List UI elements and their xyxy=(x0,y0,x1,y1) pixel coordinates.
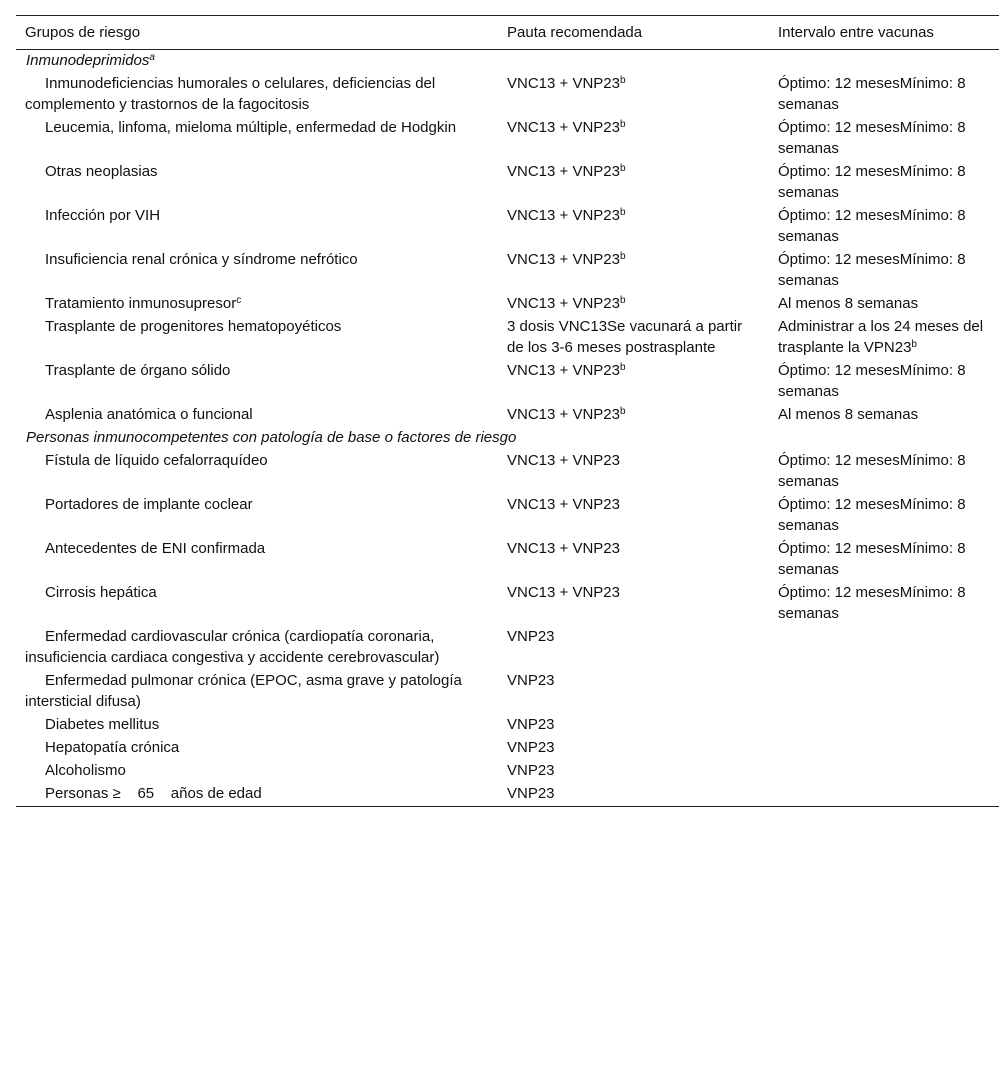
cell-risk-group-text: Fístula de líquido cefalorraquídeo xyxy=(45,452,268,469)
vaccination-table xyxy=(16,15,999,807)
cell-interval-text: Óptimo: 12 mesesMínimo: 8 semanas xyxy=(778,452,966,490)
cell-schedule-text: VNP23 xyxy=(507,716,555,733)
cell-schedule-text: VNP23 xyxy=(507,739,555,756)
cell-schedule-text: VNC13 + VNP23 xyxy=(507,251,620,268)
cell-schedule xyxy=(498,205,769,249)
table-body xyxy=(16,50,999,807)
table-row xyxy=(16,316,999,360)
cell-interval xyxy=(769,293,999,316)
cell-risk-group-text: Infección por VIH xyxy=(45,207,161,224)
cell-risk-group xyxy=(16,205,498,249)
table-row xyxy=(16,117,999,161)
cell-risk-group-text: Asplenia anatómica o funcional xyxy=(45,406,253,423)
cell-risk-group-text: Otras neoplasias xyxy=(45,163,158,180)
cell-interval-text: Óptimo: 12 mesesMínimo: 8 semanas xyxy=(778,207,966,245)
cell-schedule-text: VNC13 + VNP23 xyxy=(507,295,620,312)
footnote-marker: b xyxy=(619,207,626,218)
section-title-text: Inmunodeprimidos xyxy=(26,52,150,69)
header-vaccine-interval: Intervalo entre vacunas xyxy=(778,24,934,41)
table-row xyxy=(16,582,999,626)
cell-interval xyxy=(769,360,999,404)
cell-interval xyxy=(769,404,999,427)
cell-interval xyxy=(769,249,999,293)
cell-schedule-text: VNC13 + VNP23 xyxy=(507,119,620,136)
table-row xyxy=(16,538,999,582)
cell-schedule-text: VNP23 xyxy=(507,672,555,689)
cell-schedule xyxy=(498,670,769,714)
table-row xyxy=(16,249,999,293)
cell-interval-text: Óptimo: 12 mesesMínimo: 8 semanas xyxy=(778,540,966,578)
cell-schedule xyxy=(498,450,769,494)
cell-interval xyxy=(769,450,999,494)
cell-risk-group xyxy=(16,249,498,293)
footnote-marker: b xyxy=(619,119,626,130)
cell-interval xyxy=(769,161,999,205)
cell-schedule-text: VNP23 xyxy=(507,762,555,779)
cell-risk-group-text: Insuficiencia renal crónica y síndrome nefrótico xyxy=(45,251,358,268)
cell-schedule xyxy=(498,249,769,293)
table-row xyxy=(16,161,999,205)
cell-risk-group-text: Inmunodeficiencias humorales o celulares, deficiencias del complemento y trastornos de la fagocitosis xyxy=(25,75,436,113)
cell-interval xyxy=(769,714,999,737)
cell-schedule xyxy=(498,737,769,760)
cell-interval xyxy=(769,494,999,538)
cell-risk-group-text: Personas ≥ 65 años de edad xyxy=(45,785,262,802)
table-header xyxy=(16,16,999,50)
cell-risk-group-text: Hepatopatía crónica xyxy=(45,739,180,756)
cell-risk-group xyxy=(16,783,498,807)
cell-risk-group xyxy=(16,316,498,360)
table-row xyxy=(16,783,999,807)
table-row xyxy=(16,760,999,783)
cell-risk-group xyxy=(16,73,498,117)
cell-risk-group-text: Cirrosis hepática xyxy=(45,584,157,601)
cell-risk-group xyxy=(16,161,498,205)
cell-schedule-text: VNC13 + VNP23 xyxy=(507,584,620,601)
cell-schedule xyxy=(498,161,769,205)
footnote-marker: b xyxy=(619,251,626,262)
cell-schedule xyxy=(498,360,769,404)
footnote-marker: a xyxy=(149,52,155,63)
cell-interval xyxy=(769,73,999,117)
cell-interval-text: Óptimo: 12 mesesMínimo: 8 semanas xyxy=(778,584,966,622)
cell-schedule-text: VNC13 + VNP23 xyxy=(507,75,620,92)
section-title xyxy=(16,50,999,74)
cell-interval xyxy=(769,760,999,783)
footnote-marker: b xyxy=(619,362,626,373)
cell-schedule-text: VNC13 + VNP23 xyxy=(507,163,620,180)
cell-risk-group-text: Trasplante de progenitores hematopoyéticos xyxy=(45,318,342,335)
section-title-text: Personas inmunocompetentes con patología de base o factores de riesgo xyxy=(26,429,517,446)
table-row xyxy=(16,714,999,737)
cell-risk-group xyxy=(16,626,498,670)
table-row xyxy=(16,450,999,494)
header-risk-groups: Grupos de riesgo xyxy=(25,24,141,41)
cell-interval-text: Óptimo: 12 mesesMínimo: 8 semanas xyxy=(778,496,966,534)
footnote-marker: c xyxy=(236,295,242,306)
footnote-marker: b xyxy=(619,75,626,86)
cell-schedule xyxy=(498,783,769,807)
cell-risk-group xyxy=(16,450,498,494)
cell-risk-group-text: Portadores de implante coclear xyxy=(45,496,253,513)
cell-interval xyxy=(769,737,999,760)
cell-interval-text: Al menos 8 semanas xyxy=(778,295,919,312)
footnote-marker: b xyxy=(619,295,626,306)
cell-risk-group-text: Trasplante de órgano sólido xyxy=(45,362,231,379)
footnote-marker: b xyxy=(619,406,626,417)
cell-risk-group xyxy=(16,494,498,538)
cell-schedule xyxy=(498,538,769,582)
table-row xyxy=(16,404,999,427)
cell-interval-text: Óptimo: 12 mesesMínimo: 8 semanas xyxy=(778,75,966,113)
cell-risk-group xyxy=(16,670,498,714)
cell-interval xyxy=(769,626,999,670)
cell-risk-group-text: Antecedentes de ENI confirmada xyxy=(45,540,266,557)
cell-schedule xyxy=(498,117,769,161)
table-row xyxy=(16,360,999,404)
table-row xyxy=(16,670,999,714)
cell-schedule xyxy=(498,404,769,427)
cell-risk-group-text: Diabetes mellitus xyxy=(45,716,160,733)
cell-schedule xyxy=(498,494,769,538)
cell-risk-group xyxy=(16,117,498,161)
cell-schedule xyxy=(498,760,769,783)
cell-interval xyxy=(769,783,999,807)
cell-schedule-text: VNC13 + VNP23 xyxy=(507,406,620,423)
cell-risk-group xyxy=(16,538,498,582)
cell-risk-group xyxy=(16,714,498,737)
table-row xyxy=(16,626,999,670)
cell-risk-group-text: Tratamiento inmunosupresor xyxy=(45,295,237,312)
table-row xyxy=(16,293,999,316)
header-recommended-schedule: Pauta recomendada xyxy=(507,24,643,41)
cell-schedule-text: VNC13 + VNP23 xyxy=(507,207,620,224)
cell-schedule xyxy=(498,714,769,737)
cell-schedule-text: VNC13 + VNP23 xyxy=(507,496,620,513)
cell-schedule xyxy=(498,582,769,626)
cell-risk-group-text: Enfermedad pulmonar crónica (EPOC, asma grave y patología intersticial difusa) xyxy=(25,672,462,710)
cell-risk-group xyxy=(16,760,498,783)
cell-schedule-text: VNC13 + VNP23 xyxy=(507,540,620,557)
cell-risk-group xyxy=(16,293,498,316)
cell-schedule-text: VNC13 + VNP23 xyxy=(507,362,620,379)
table-row xyxy=(16,494,999,538)
cell-risk-group-text: Leucemia, linfoma, mieloma múltiple, enfermedad de Hodgkin xyxy=(45,119,457,136)
cell-schedule-text: 3 dosis VNC13Se vacunará a partir de los 3-6 meses postrasplante xyxy=(507,318,743,356)
cell-schedule xyxy=(498,626,769,670)
cell-interval xyxy=(769,205,999,249)
section-title xyxy=(16,427,999,450)
table-container xyxy=(16,15,999,807)
cell-interval-text: Óptimo: 12 mesesMínimo: 8 semanas xyxy=(778,119,966,157)
cell-interval xyxy=(769,538,999,582)
cell-interval-text: Óptimo: 12 mesesMínimo: 8 semanas xyxy=(778,251,966,289)
cell-interval xyxy=(769,117,999,161)
footnote-marker: b xyxy=(911,339,917,350)
cell-interval-text: Óptimo: 12 mesesMínimo: 8 semanas xyxy=(778,362,966,400)
cell-schedule xyxy=(498,293,769,316)
cell-interval xyxy=(769,582,999,626)
footnote-marker: b xyxy=(619,163,626,174)
cell-schedule-text: VNC13 + VNP23 xyxy=(507,452,620,469)
cell-interval xyxy=(769,316,999,360)
cell-risk-group-text: Enfermedad cardiovascular crónica (cardiopatía coronaria, insuficiencia cardiaca congestiva y accidente cerebrovascular) xyxy=(25,628,440,666)
table-row xyxy=(16,73,999,117)
cell-interval-text: Administrar a los 24 meses del trasplante la VPN23 xyxy=(778,318,984,356)
cell-interval-text: Al menos 8 semanas xyxy=(778,406,919,423)
table-row xyxy=(16,205,999,249)
cell-risk-group xyxy=(16,360,498,404)
cell-risk-group-text: Alcoholismo xyxy=(45,762,126,779)
cell-risk-group xyxy=(16,404,498,427)
table-row xyxy=(16,737,999,760)
cell-interval-text: Óptimo: 12 mesesMínimo: 8 semanas xyxy=(778,163,966,201)
cell-interval xyxy=(769,670,999,714)
cell-risk-group xyxy=(16,582,498,626)
section-row xyxy=(16,427,999,450)
cell-schedule xyxy=(498,73,769,117)
section-row xyxy=(16,50,999,74)
cell-schedule xyxy=(498,316,769,360)
cell-risk-group xyxy=(16,737,498,760)
cell-schedule-text: VNP23 xyxy=(507,628,555,645)
cell-schedule-text: VNP23 xyxy=(507,785,555,802)
